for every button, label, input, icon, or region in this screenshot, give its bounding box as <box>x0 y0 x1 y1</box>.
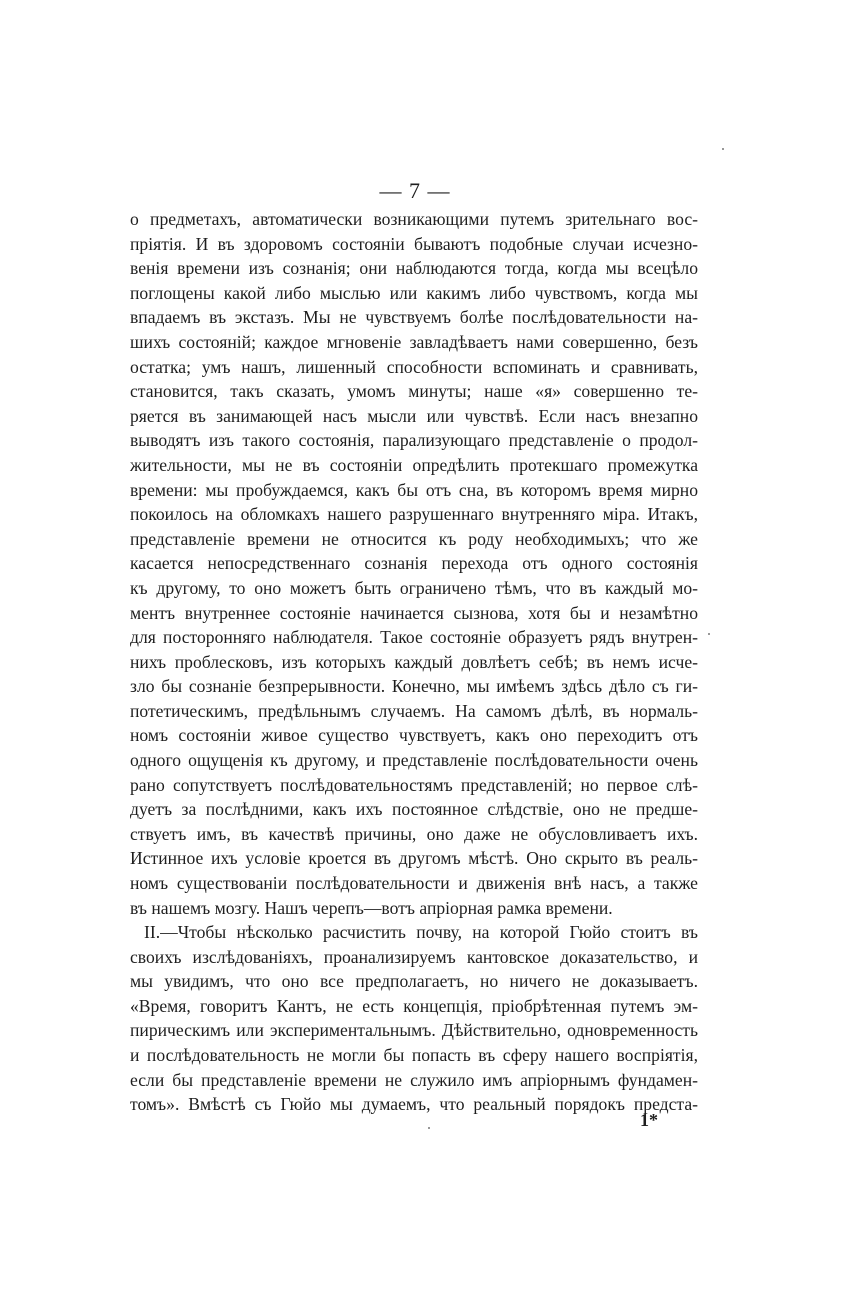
text-line: «Время, говоритъ Кантъ, не есть концепція, пріобрѣтенная путемъ эм- <box>130 995 698 1016</box>
text-line: жительности, мы не въ состояніи опредѣлить протекшаго промежутка <box>130 454 698 475</box>
paper-speck <box>428 1127 430 1129</box>
text-line: шихъ состояній; каждое мгновеніе завладѣваетъ нами совершенно, безъ <box>130 331 698 352</box>
text-line: ментъ внутреннее состояніе начинается сызнова, хотя бы и незамѣтно <box>130 602 698 623</box>
text-line: II.—Чтобы нѣсколько расчистить почву, на которой Гюйо стоитъ въ <box>144 922 698 942</box>
printer-signature-mark: 1* <box>640 1110 658 1130</box>
text-line: къ другому, то оно можетъ быть ограничено тѣмъ, что въ каждый мо- <box>130 577 698 598</box>
text-line: для посторонняго наблюдателя. Такое состояніе образуетъ рядъ внутрен- <box>130 627 698 648</box>
text-line: времени: мы пробуждаемся, какъ бы отъ сна, въ которомъ время мирно <box>130 479 698 500</box>
text-line: одного ощущенія къ другому, и представленіе послѣдовательности очень <box>130 750 698 771</box>
text-line: покоилось на обломкахъ нашего разрушеннаго внутренняго міра. Итакъ, <box>130 504 698 525</box>
text-line: пирическимъ или экспериментальнымъ. Дѣйствительно, одновременность <box>130 1020 698 1041</box>
text-line: дуетъ за послѣдними, какъ ихъ постоянное слѣдствіе, оно не предше- <box>130 799 698 820</box>
text-line: Истинное ихъ условіе кроется въ другомъ мѣстѣ. Оно скрыто въ реаль- <box>130 848 698 869</box>
text-line: представленіе времени не относится къ роду необходимыхъ; что же <box>130 528 698 549</box>
text-line: ряется въ занимающей насъ мысли или чувствѣ. Если насъ внезапно <box>130 405 698 426</box>
text-line: потетическимъ, предѣльнымъ случаемъ. На самомъ дѣлѣ, въ нормаль- <box>130 700 698 721</box>
text-line: выводятъ изъ такого состоянія, парализующаго представленіе о продол- <box>130 430 698 451</box>
text-line: нихъ проблесковъ, изъ которыхъ каждый довлѣетъ себѣ; въ немъ исче- <box>130 651 698 672</box>
text-line: ствуетъ имъ, въ качествѣ причины, оно даже не обусловливаетъ ихъ. <box>130 823 698 844</box>
paper-speck <box>722 148 724 150</box>
paragraph-time-consciousness <box>130 207 698 920</box>
text-line: касается непосредственнаго сознанія перехода отъ одного состоянія <box>130 553 698 574</box>
text-line: если бы представленіе времени не служило имъ апріорнымъ фундамен- <box>130 1069 698 1090</box>
text-line: венія времени изъ сознанія; они наблюдаются тогда, когда мы всецѣло <box>130 258 698 279</box>
text-line: о предметахъ, автоматически возникающими путемъ зрительнаго вос- <box>130 209 698 229</box>
text-line: рано сопутствуетъ послѣдовательностямъ представленій; но первое слѣ- <box>130 774 698 795</box>
paragraph-kant-analysis <box>130 920 698 1117</box>
text-line: поглощены какой либо мыслью или какимъ либо чувствомъ, когда мы <box>130 282 698 303</box>
text-line: своихъ изслѣдованіяхъ, проанализируемъ кантовское доказательство, и <box>130 946 698 967</box>
text-line: номъ состояніи живое существо чувствуетъ, какъ оно переходитъ отъ <box>130 725 698 746</box>
text-line: въ нашемъ мозгу. Нашъ черепъ—вотъ апріорная рамка времени. <box>130 897 613 918</box>
text-line: становится, такъ сказать, умомъ минуты; наше «я» совершенно те- <box>130 381 698 402</box>
text-line: впадаемъ въ экстазъ. Мы не чувствуемъ болѣе послѣдовательности на- <box>130 307 698 328</box>
paper-speck <box>708 633 710 635</box>
page-number: — 7 — <box>379 178 451 203</box>
text-line: зло бы сознаніе безпрерывности. Конечно, мы имѣемъ здѣсь дѣло съ ги- <box>130 676 698 697</box>
text-line: томъ». Вмѣстѣ съ Гюйо мы думаемъ, что реальный порядокъ предста- <box>130 1094 698 1115</box>
text-line: пріятія. И въ здоровомъ состояніи бываютъ подобные случаи исчезно- <box>130 233 698 254</box>
text-line: номъ существованіи послѣдовательности и движенія внѣ насъ, а также <box>130 873 698 894</box>
text-line: мы увидимъ, что оно все предполагаетъ, но ничего не доказываетъ. <box>130 971 698 992</box>
text-line: и послѣдовательность не могли бы попасть въ сферу нашего воспріятія, <box>130 1044 698 1065</box>
text-line: остатка; умъ нашъ, лишенный способности вспоминать и сравнивать, <box>130 356 698 377</box>
